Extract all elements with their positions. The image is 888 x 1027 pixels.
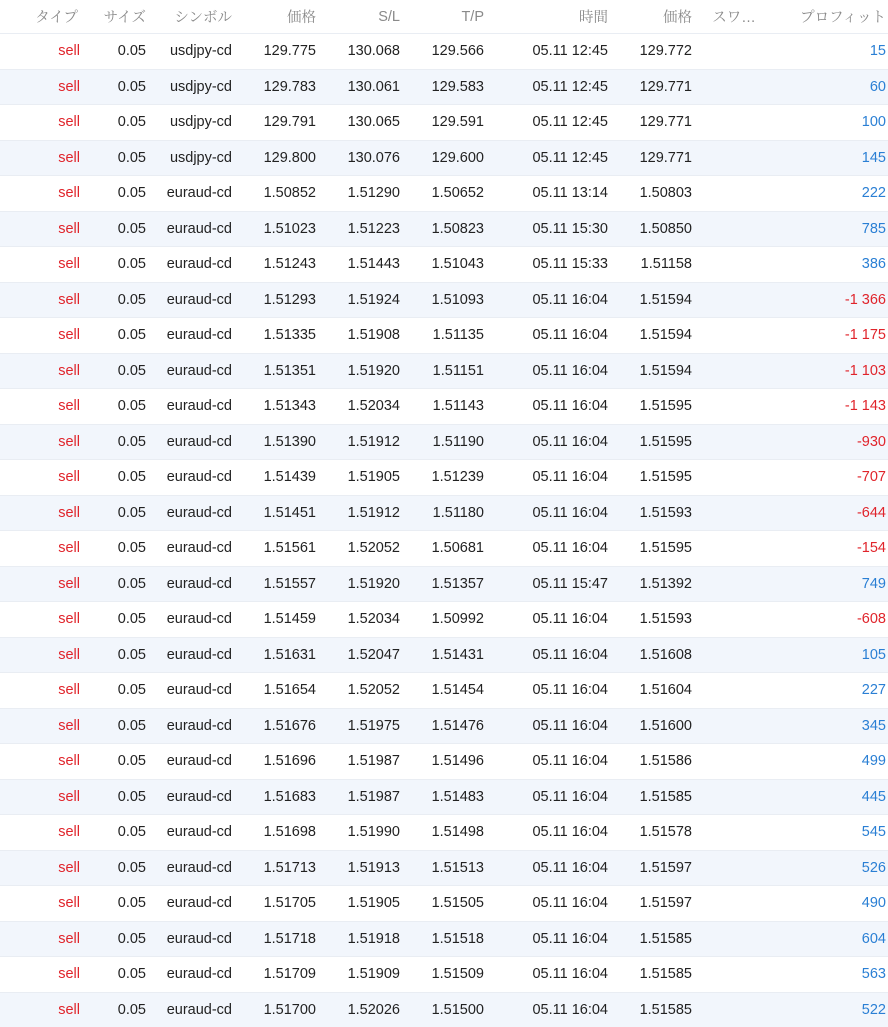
stop-loss-cell: 1.51920 xyxy=(316,363,400,379)
profit-cell: 563 xyxy=(760,966,888,982)
table-row[interactable] xyxy=(0,317,888,353)
trade-size-cell: 0.05 xyxy=(80,540,146,556)
table-row[interactable] xyxy=(0,601,888,637)
open-time-cell: 05.11 16:04 xyxy=(484,789,608,805)
profit-cell: 749 xyxy=(760,576,888,592)
take-profit-cell: 129.566 xyxy=(400,43,484,59)
open-time-cell: 05.11 16:04 xyxy=(484,966,608,982)
trade-type-cell: sell xyxy=(0,292,80,308)
header-time[interactable]: 時間 xyxy=(484,6,608,27)
trade-size-cell: 0.05 xyxy=(80,753,146,769)
stop-loss-cell: 1.51290 xyxy=(316,185,400,201)
trade-size-cell: 0.05 xyxy=(80,505,146,521)
header-symbol[interactable]: シンボル xyxy=(146,6,232,27)
open-price-cell: 1.51459 xyxy=(232,611,316,627)
open-time-cell: 05.11 16:04 xyxy=(484,931,608,947)
open-time-cell: 05.11 15:47 xyxy=(484,576,608,592)
profit-cell: 145 xyxy=(760,150,888,166)
take-profit-cell: 1.51483 xyxy=(400,789,484,805)
trade-size-cell: 0.05 xyxy=(80,931,146,947)
open-price-cell: 1.51335 xyxy=(232,327,316,343)
trade-type-cell: sell xyxy=(0,363,80,379)
trade-symbol-cell: euraud-cd xyxy=(146,611,232,627)
header-swap[interactable]: スワ… xyxy=(692,6,760,27)
take-profit-cell: 1.51190 xyxy=(400,434,484,450)
take-profit-cell: 1.50681 xyxy=(400,540,484,556)
current-price-cell: 1.51600 xyxy=(608,718,692,734)
stop-loss-cell: 1.52052 xyxy=(316,540,400,556)
take-profit-cell: 1.51518 xyxy=(400,931,484,947)
trade-type-cell: sell xyxy=(0,753,80,769)
profit-cell: -1 103 xyxy=(760,363,888,379)
trade-type-cell: sell xyxy=(0,43,80,59)
trade-size-cell: 0.05 xyxy=(80,824,146,840)
open-time-cell: 05.11 16:04 xyxy=(484,292,608,308)
table-row[interactable] xyxy=(0,672,888,708)
current-price-cell: 1.51594 xyxy=(608,292,692,308)
profit-cell: -707 xyxy=(760,469,888,485)
open-time-cell: 05.11 12:45 xyxy=(484,43,608,59)
stop-loss-cell: 1.52052 xyxy=(316,682,400,698)
table-row[interactable] xyxy=(0,779,888,815)
current-price-cell: 1.51593 xyxy=(608,505,692,521)
trade-size-cell: 0.05 xyxy=(80,1002,146,1018)
trade-size-cell: 0.05 xyxy=(80,221,146,237)
open-time-cell: 05.11 16:04 xyxy=(484,398,608,414)
trade-symbol-cell: euraud-cd xyxy=(146,682,232,698)
open-price-cell: 1.51243 xyxy=(232,256,316,272)
take-profit-cell: 1.51498 xyxy=(400,824,484,840)
trade-size-cell: 0.05 xyxy=(80,895,146,911)
open-time-cell: 05.11 16:04 xyxy=(484,824,608,840)
current-price-cell: 1.51595 xyxy=(608,398,692,414)
trade-symbol-cell: euraud-cd xyxy=(146,789,232,805)
trade-type-cell: sell xyxy=(0,860,80,876)
header-type[interactable]: タイプ xyxy=(0,6,80,27)
table-row[interactable] xyxy=(0,175,888,211)
table-row[interactable] xyxy=(0,956,888,992)
trade-size-cell: 0.05 xyxy=(80,185,146,201)
take-profit-cell: 1.51476 xyxy=(400,718,484,734)
profit-cell: 345 xyxy=(760,718,888,734)
take-profit-cell: 1.51043 xyxy=(400,256,484,272)
trade-type-cell: sell xyxy=(0,114,80,130)
table-row[interactable] xyxy=(0,743,888,779)
trade-symbol-cell: usdjpy-cd xyxy=(146,114,232,130)
profit-cell: 499 xyxy=(760,753,888,769)
stop-loss-cell: 1.51905 xyxy=(316,469,400,485)
open-time-cell: 05.11 13:14 xyxy=(484,185,608,201)
trade-size-cell: 0.05 xyxy=(80,256,146,272)
trade-symbol-cell: euraud-cd xyxy=(146,540,232,556)
stop-loss-cell: 1.52026 xyxy=(316,1002,400,1018)
current-price-cell: 1.51608 xyxy=(608,647,692,663)
profit-cell: 222 xyxy=(760,185,888,201)
profit-cell: -1 366 xyxy=(760,292,888,308)
profit-cell: 526 xyxy=(760,860,888,876)
take-profit-cell: 1.51093 xyxy=(400,292,484,308)
table-row[interactable] xyxy=(0,992,888,1027)
open-time-cell: 05.11 16:04 xyxy=(484,434,608,450)
current-price-cell: 1.50803 xyxy=(608,185,692,201)
open-price-cell: 1.51705 xyxy=(232,895,316,911)
table-header xyxy=(0,0,888,33)
table-row[interactable] xyxy=(0,495,888,531)
take-profit-cell: 1.51454 xyxy=(400,682,484,698)
trade-type-cell: sell xyxy=(0,469,80,485)
table-row[interactable] xyxy=(0,33,888,69)
profit-cell: 386 xyxy=(760,256,888,272)
take-profit-cell: 1.51509 xyxy=(400,966,484,982)
stop-loss-cell: 1.52034 xyxy=(316,611,400,627)
trade-size-cell: 0.05 xyxy=(80,718,146,734)
trade-symbol-cell: euraud-cd xyxy=(146,753,232,769)
open-price-cell: 1.51390 xyxy=(232,434,316,450)
profit-cell: -930 xyxy=(760,434,888,450)
profit-cell: 445 xyxy=(760,789,888,805)
take-profit-cell: 129.583 xyxy=(400,79,484,95)
open-price-cell: 1.51351 xyxy=(232,363,316,379)
stop-loss-cell: 130.061 xyxy=(316,79,400,95)
header-sl[interactable]: S/L xyxy=(316,9,400,25)
current-price-cell: 1.51585 xyxy=(608,931,692,947)
trade-type-cell: sell xyxy=(0,682,80,698)
stop-loss-cell: 1.51975 xyxy=(316,718,400,734)
profit-cell: 522 xyxy=(760,1002,888,1018)
header-price[interactable]: 価格 xyxy=(232,6,316,27)
open-price-cell: 1.51654 xyxy=(232,682,316,698)
open-price-cell: 1.51293 xyxy=(232,292,316,308)
stop-loss-cell: 130.068 xyxy=(316,43,400,59)
take-profit-cell: 1.50992 xyxy=(400,611,484,627)
current-price-cell: 1.51585 xyxy=(608,789,692,805)
open-time-cell: 05.11 16:04 xyxy=(484,860,608,876)
profit-cell: -1 143 xyxy=(760,398,888,414)
take-profit-cell: 1.51180 xyxy=(400,505,484,521)
open-time-cell: 05.11 16:04 xyxy=(484,682,608,698)
table-row[interactable] xyxy=(0,921,888,957)
open-price-cell: 129.783 xyxy=(232,79,316,95)
trade-symbol-cell: euraud-cd xyxy=(146,860,232,876)
current-price-cell: 1.51595 xyxy=(608,469,692,485)
profit-cell: 105 xyxy=(760,647,888,663)
open-price-cell: 1.51561 xyxy=(232,540,316,556)
open-time-cell: 05.11 16:04 xyxy=(484,327,608,343)
table-row[interactable] xyxy=(0,140,888,176)
open-time-cell: 05.11 16:04 xyxy=(484,469,608,485)
take-profit-cell: 1.50652 xyxy=(400,185,484,201)
profit-cell: 227 xyxy=(760,682,888,698)
open-time-cell: 05.11 12:45 xyxy=(484,79,608,95)
trade-size-cell: 0.05 xyxy=(80,682,146,698)
open-time-cell: 05.11 16:04 xyxy=(484,718,608,734)
trade-size-cell: 0.05 xyxy=(80,398,146,414)
header-current-price[interactable]: 価格 xyxy=(608,6,692,27)
trade-type-cell: sell xyxy=(0,221,80,237)
trade-size-cell: 0.05 xyxy=(80,966,146,982)
open-time-cell: 05.11 15:33 xyxy=(484,256,608,272)
stop-loss-cell: 1.51912 xyxy=(316,505,400,521)
open-price-cell: 1.51696 xyxy=(232,753,316,769)
trade-size-cell: 0.05 xyxy=(80,327,146,343)
profit-cell: 15 xyxy=(760,43,888,59)
open-price-cell: 129.800 xyxy=(232,150,316,166)
trade-size-cell: 0.05 xyxy=(80,363,146,379)
trade-size-cell: 0.05 xyxy=(80,647,146,663)
trade-type-cell: sell xyxy=(0,576,80,592)
profit-cell: -154 xyxy=(760,540,888,556)
table-row[interactable] xyxy=(0,211,888,247)
open-price-cell: 1.51439 xyxy=(232,469,316,485)
open-time-cell: 05.11 16:04 xyxy=(484,1002,608,1018)
trade-size-cell: 0.05 xyxy=(80,114,146,130)
profit-cell: 604 xyxy=(760,931,888,947)
trade-size-cell: 0.05 xyxy=(80,611,146,627)
table-row[interactable] xyxy=(0,388,888,424)
open-time-cell: 05.11 16:04 xyxy=(484,647,608,663)
trade-type-cell: sell xyxy=(0,540,80,556)
trade-type-cell: sell xyxy=(0,647,80,663)
current-price-cell: 1.51593 xyxy=(608,611,692,627)
current-price-cell: 1.51595 xyxy=(608,540,692,556)
trade-type-cell: sell xyxy=(0,611,80,627)
open-price-cell: 129.775 xyxy=(232,43,316,59)
take-profit-cell: 1.51496 xyxy=(400,753,484,769)
table-row[interactable] xyxy=(0,246,888,282)
trade-type-cell: sell xyxy=(0,150,80,166)
current-price-cell: 1.51158 xyxy=(608,256,692,272)
trade-symbol-cell: euraud-cd xyxy=(146,292,232,308)
stop-loss-cell: 130.065 xyxy=(316,114,400,130)
table-body xyxy=(0,33,888,1027)
take-profit-cell: 1.51357 xyxy=(400,576,484,592)
trade-type-cell: sell xyxy=(0,256,80,272)
trade-symbol-cell: euraud-cd xyxy=(146,647,232,663)
trade-symbol-cell: euraud-cd xyxy=(146,576,232,592)
profit-cell: 100 xyxy=(760,114,888,130)
current-price-cell: 1.51586 xyxy=(608,753,692,769)
trade-type-cell: sell xyxy=(0,789,80,805)
open-price-cell: 1.51698 xyxy=(232,824,316,840)
take-profit-cell: 129.600 xyxy=(400,150,484,166)
stop-loss-cell: 1.52047 xyxy=(316,647,400,663)
stop-loss-cell: 1.51990 xyxy=(316,824,400,840)
current-price-cell: 1.51597 xyxy=(608,860,692,876)
stop-loss-cell: 1.51909 xyxy=(316,966,400,982)
trade-symbol-cell: euraud-cd xyxy=(146,256,232,272)
stop-loss-cell: 1.51912 xyxy=(316,434,400,450)
stop-loss-cell: 1.51918 xyxy=(316,931,400,947)
table-row[interactable] xyxy=(0,530,888,566)
open-time-cell: 05.11 12:45 xyxy=(484,114,608,130)
stop-loss-cell: 1.51223 xyxy=(316,221,400,237)
trade-symbol-cell: euraud-cd xyxy=(146,718,232,734)
table-row[interactable] xyxy=(0,424,888,460)
trade-type-cell: sell xyxy=(0,185,80,201)
open-price-cell: 1.51023 xyxy=(232,221,316,237)
open-time-cell: 05.11 16:04 xyxy=(484,895,608,911)
table-row[interactable] xyxy=(0,708,888,744)
take-profit-cell: 1.51135 xyxy=(400,327,484,343)
profit-cell: 490 xyxy=(760,895,888,911)
trade-symbol-cell: euraud-cd xyxy=(146,931,232,947)
trade-type-cell: sell xyxy=(0,505,80,521)
open-time-cell: 05.11 16:04 xyxy=(484,753,608,769)
table-row[interactable] xyxy=(0,637,888,673)
trade-size-cell: 0.05 xyxy=(80,434,146,450)
open-price-cell: 1.51683 xyxy=(232,789,316,805)
take-profit-cell: 1.51513 xyxy=(400,860,484,876)
trade-size-cell: 0.05 xyxy=(80,860,146,876)
table-row[interactable] xyxy=(0,566,888,602)
stop-loss-cell: 1.51987 xyxy=(316,789,400,805)
table-row[interactable] xyxy=(0,353,888,389)
table-row[interactable] xyxy=(0,69,888,105)
profit-cell: -608 xyxy=(760,611,888,627)
trade-symbol-cell: euraud-cd xyxy=(146,1002,232,1018)
stop-loss-cell: 130.076 xyxy=(316,150,400,166)
open-price-cell: 1.51676 xyxy=(232,718,316,734)
trade-symbol-cell: euraud-cd xyxy=(146,966,232,982)
table-row[interactable] xyxy=(0,104,888,140)
current-price-cell: 1.51594 xyxy=(608,363,692,379)
take-profit-cell: 1.51505 xyxy=(400,895,484,911)
trade-type-cell: sell xyxy=(0,824,80,840)
current-price-cell: 1.51597 xyxy=(608,895,692,911)
open-price-cell: 1.51343 xyxy=(232,398,316,414)
stop-loss-cell: 1.51924 xyxy=(316,292,400,308)
table-row[interactable] xyxy=(0,850,888,886)
open-time-cell: 05.11 16:04 xyxy=(484,611,608,627)
open-time-cell: 05.11 16:04 xyxy=(484,540,608,556)
stop-loss-cell: 1.51908 xyxy=(316,327,400,343)
trade-type-cell: sell xyxy=(0,327,80,343)
current-price-cell: 1.51595 xyxy=(608,434,692,450)
profit-cell: 545 xyxy=(760,824,888,840)
open-time-cell: 05.11 16:04 xyxy=(484,363,608,379)
open-price-cell: 129.791 xyxy=(232,114,316,130)
current-price-cell: 1.51585 xyxy=(608,1002,692,1018)
table-row[interactable] xyxy=(0,814,888,850)
open-price-cell: 1.51713 xyxy=(232,860,316,876)
open-price-cell: 1.51631 xyxy=(232,647,316,663)
trade-type-cell: sell xyxy=(0,434,80,450)
table-row[interactable] xyxy=(0,282,888,318)
stop-loss-cell: 1.51987 xyxy=(316,753,400,769)
table-row[interactable] xyxy=(0,459,888,495)
trade-symbol-cell: euraud-cd xyxy=(146,434,232,450)
trade-type-cell: sell xyxy=(0,79,80,95)
trade-type-cell: sell xyxy=(0,895,80,911)
stop-loss-cell: 1.51913 xyxy=(316,860,400,876)
current-price-cell: 1.50850 xyxy=(608,221,692,237)
header-tp[interactable]: T/P xyxy=(400,9,484,25)
trade-size-cell: 0.05 xyxy=(80,576,146,592)
current-price-cell: 1.51578 xyxy=(608,824,692,840)
take-profit-cell: 129.591 xyxy=(400,114,484,130)
trade-size-cell: 0.05 xyxy=(80,292,146,308)
trade-symbol-cell: euraud-cd xyxy=(146,185,232,201)
profit-cell: 785 xyxy=(760,221,888,237)
stop-loss-cell: 1.51905 xyxy=(316,895,400,911)
trade-symbol-cell: usdjpy-cd xyxy=(146,79,232,95)
current-price-cell: 1.51604 xyxy=(608,682,692,698)
take-profit-cell: 1.51500 xyxy=(400,1002,484,1018)
open-price-cell: 1.51709 xyxy=(232,966,316,982)
trade-size-cell: 0.05 xyxy=(80,150,146,166)
open-price-cell: 1.51451 xyxy=(232,505,316,521)
current-price-cell: 129.771 xyxy=(608,150,692,166)
current-price-cell: 1.51392 xyxy=(608,576,692,592)
stop-loss-cell: 1.51920 xyxy=(316,576,400,592)
trade-type-cell: sell xyxy=(0,718,80,734)
trade-type-cell: sell xyxy=(0,931,80,947)
open-price-cell: 1.50852 xyxy=(232,185,316,201)
stop-loss-cell: 1.52034 xyxy=(316,398,400,414)
take-profit-cell: 1.51151 xyxy=(400,363,484,379)
trade-size-cell: 0.05 xyxy=(80,469,146,485)
trade-symbol-cell: usdjpy-cd xyxy=(146,43,232,59)
trade-size-cell: 0.05 xyxy=(80,79,146,95)
current-price-cell: 129.771 xyxy=(608,114,692,130)
trade-symbol-cell: euraud-cd xyxy=(146,363,232,379)
header-size[interactable]: サイズ xyxy=(80,6,146,27)
open-time-cell: 05.11 12:45 xyxy=(484,150,608,166)
trade-symbol-cell: euraud-cd xyxy=(146,327,232,343)
trade-type-cell: sell xyxy=(0,966,80,982)
trade-symbol-cell: euraud-cd xyxy=(146,398,232,414)
trade-symbol-cell: usdjpy-cd xyxy=(146,150,232,166)
open-price-cell: 1.51557 xyxy=(232,576,316,592)
table-row[interactable] xyxy=(0,885,888,921)
current-price-cell: 1.51585 xyxy=(608,966,692,982)
trade-symbol-cell: euraud-cd xyxy=(146,824,232,840)
trade-size-cell: 0.05 xyxy=(80,43,146,59)
open-price-cell: 1.51718 xyxy=(232,931,316,947)
trade-symbol-cell: euraud-cd xyxy=(146,895,232,911)
profit-cell: -644 xyxy=(760,505,888,521)
profit-cell: -1 175 xyxy=(760,327,888,343)
open-price-cell: 1.51700 xyxy=(232,1002,316,1018)
take-profit-cell: 1.50823 xyxy=(400,221,484,237)
trade-type-cell: sell xyxy=(0,1002,80,1018)
open-time-cell: 05.11 16:04 xyxy=(484,505,608,521)
take-profit-cell: 1.51431 xyxy=(400,647,484,663)
header-profit[interactable]: プロフィット xyxy=(760,6,888,27)
take-profit-cell: 1.51143 xyxy=(400,398,484,414)
trade-size-cell: 0.05 xyxy=(80,789,146,805)
trade-type-cell: sell xyxy=(0,398,80,414)
trade-symbol-cell: euraud-cd xyxy=(146,469,232,485)
stop-loss-cell: 1.51443 xyxy=(316,256,400,272)
current-price-cell: 1.51594 xyxy=(608,327,692,343)
take-profit-cell: 1.51239 xyxy=(400,469,484,485)
trade-symbol-cell: euraud-cd xyxy=(146,221,232,237)
current-price-cell: 129.772 xyxy=(608,43,692,59)
trade-symbol-cell: euraud-cd xyxy=(146,505,232,521)
profit-cell: 60 xyxy=(760,79,888,95)
current-price-cell: 129.771 xyxy=(608,79,692,95)
open-time-cell: 05.11 15:30 xyxy=(484,221,608,237)
